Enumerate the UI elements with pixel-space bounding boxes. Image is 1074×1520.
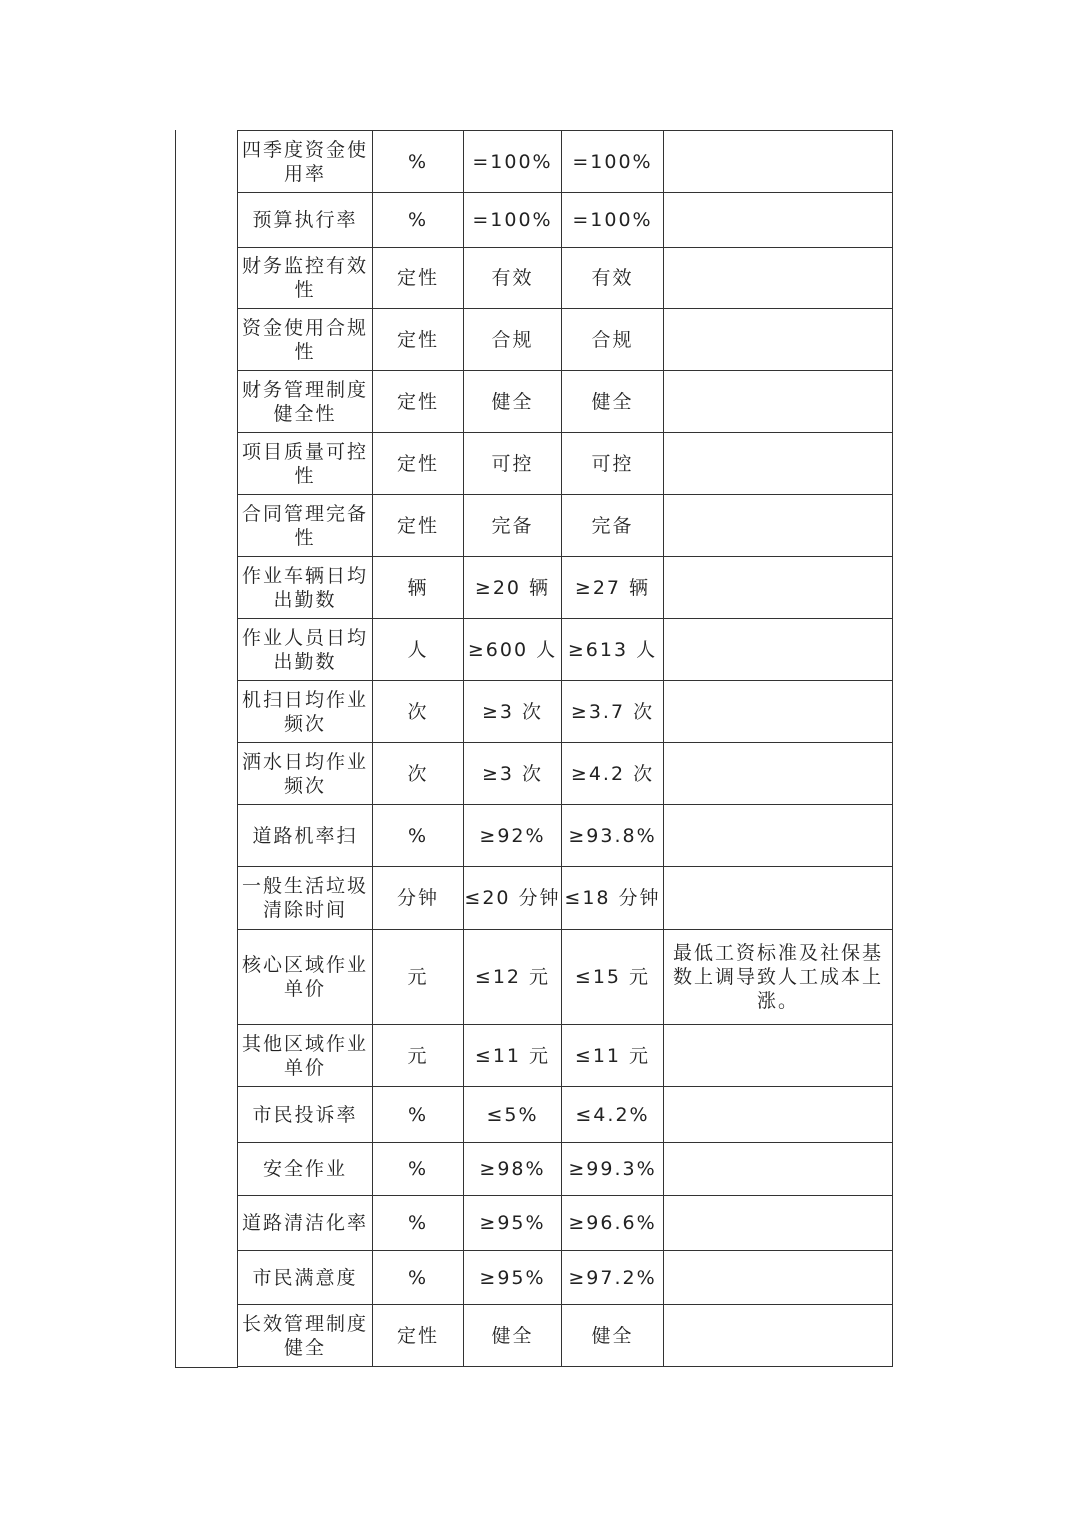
- indicator-note: [664, 557, 893, 619]
- indicator-unit: 定性: [373, 433, 464, 495]
- indicator-unit: %: [373, 1087, 464, 1143]
- indicator-actual: ≥27 辆: [562, 557, 664, 619]
- indicator-target: ≥95%: [464, 1196, 562, 1251]
- indicator-target: 可控: [464, 433, 562, 495]
- indicator-unit: 定性: [373, 248, 464, 309]
- indicator-unit: 定性: [373, 371, 464, 433]
- indicator-target: ≥95%: [464, 1251, 562, 1305]
- indicator-actual: ≥97.2%: [562, 1251, 664, 1305]
- indicator-target: ≥20 辆: [464, 557, 562, 619]
- indicator-note: [664, 1087, 893, 1143]
- table-row: [238, 805, 893, 867]
- indicator-unit: 人: [373, 619, 464, 681]
- table-row: [238, 193, 893, 248]
- indicator-target: =100%: [464, 131, 562, 193]
- indicator-note: [664, 1305, 893, 1367]
- indicator-note: [664, 1196, 893, 1251]
- indicator-target: ≥92%: [464, 805, 562, 867]
- indicator-name: 安全作业: [238, 1143, 373, 1196]
- indicator-name: 一般生活垃圾清除时间: [238, 867, 373, 930]
- indicator-name: 项目质量可控性: [238, 433, 373, 495]
- indicator-unit: 次: [373, 743, 464, 805]
- indicator-name: 作业车辆日均出勤数: [238, 557, 373, 619]
- indicator-name: 资金使用合规性: [238, 309, 373, 371]
- indicator-unit: %: [373, 1251, 464, 1305]
- performance-indicator-table: [237, 130, 893, 1367]
- indicator-actual: ≤4.2%: [562, 1087, 664, 1143]
- table-row: [238, 131, 893, 193]
- indicator-note: [664, 619, 893, 681]
- indicator-unit: 定性: [373, 309, 464, 371]
- table-row: [238, 1305, 893, 1367]
- indicator-unit: 分钟: [373, 867, 464, 930]
- indicator-name: 作业人员日均出勤数: [238, 619, 373, 681]
- indicator-unit: %: [373, 1196, 464, 1251]
- indicator-target: ≥600 人: [464, 619, 562, 681]
- indicator-target: 完备: [464, 495, 562, 557]
- table-row: [238, 1143, 893, 1196]
- table-row: [238, 495, 893, 557]
- table-row: [238, 371, 893, 433]
- indicator-actual: =100%: [562, 131, 664, 193]
- indicator-name: 预算执行率: [238, 193, 373, 248]
- indicator-target: ≤20 分钟: [464, 867, 562, 930]
- indicator-actual: 健全: [562, 1305, 664, 1367]
- indicator-note: [664, 248, 893, 309]
- indicator-note: [664, 131, 893, 193]
- table-row: [238, 1025, 893, 1087]
- indicator-unit: 定性: [373, 495, 464, 557]
- indicator-name: 长效管理制度健全: [238, 1305, 373, 1367]
- indicator-target: ≥3 次: [464, 681, 562, 743]
- table-row: [238, 433, 893, 495]
- indicator-note: [664, 681, 893, 743]
- indicator-target: 合规: [464, 309, 562, 371]
- indicator-actual: ≥613 人: [562, 619, 664, 681]
- indicator-note: [664, 1251, 893, 1305]
- indicator-note: [664, 743, 893, 805]
- indicator-actual: ≥3.7 次: [562, 681, 664, 743]
- indicator-unit: %: [373, 805, 464, 867]
- indicator-unit: 定性: [373, 1305, 464, 1367]
- indicator-unit: %: [373, 1143, 464, 1196]
- indicator-unit: 辆: [373, 557, 464, 619]
- indicator-actual: 有效: [562, 248, 664, 309]
- indicator-target: =100%: [464, 193, 562, 248]
- indicator-unit: %: [373, 193, 464, 248]
- indicator-target: ≤12 元: [464, 930, 562, 1025]
- indicator-name: 财务监控有效性: [238, 248, 373, 309]
- indicator-actual: ≥96.6%: [562, 1196, 664, 1251]
- indicator-actual: ≥93.8%: [562, 805, 664, 867]
- indicator-name: 四季度资金使用率: [238, 131, 373, 193]
- indicator-actual: =100%: [562, 193, 664, 248]
- indicator-unit: %: [373, 131, 464, 193]
- indicator-unit: 元: [373, 930, 464, 1025]
- indicator-actual: 可控: [562, 433, 664, 495]
- indicator-name: 道路清洁化率: [238, 1196, 373, 1251]
- table-row: [238, 619, 893, 681]
- table-outer-left-border: [175, 130, 176, 1368]
- indicator-unit: 元: [373, 1025, 464, 1087]
- table-row: [238, 867, 893, 930]
- indicator-name: 核心区域作业单价: [238, 930, 373, 1025]
- indicator-note: 最低工资标准及社保基数上调导致人工成本上涨。: [664, 930, 893, 1025]
- indicator-actual: ≥4.2 次: [562, 743, 664, 805]
- indicator-actual: 完备: [562, 495, 664, 557]
- table-row: [238, 743, 893, 805]
- indicator-name: 市民满意度: [238, 1251, 373, 1305]
- table-row: [238, 1251, 893, 1305]
- indicator-note: [664, 1025, 893, 1087]
- table-bottom-left-border: [175, 1367, 238, 1368]
- indicator-note: [664, 495, 893, 557]
- indicator-note: [664, 1143, 893, 1196]
- table-row: [238, 681, 893, 743]
- table-row: [238, 1196, 893, 1251]
- indicator-note: [664, 433, 893, 495]
- indicator-name: 合同管理完备性: [238, 495, 373, 557]
- indicator-target: ≥3 次: [464, 743, 562, 805]
- indicator-note: [664, 371, 893, 433]
- indicator-actual: ≤11 元: [562, 1025, 664, 1087]
- table-row: [238, 248, 893, 309]
- table-row: [238, 1087, 893, 1143]
- indicator-target: ≤11 元: [464, 1025, 562, 1087]
- table-row: [238, 557, 893, 619]
- table-row: [238, 309, 893, 371]
- indicator-name: 市民投诉率: [238, 1087, 373, 1143]
- indicator-unit: 次: [373, 681, 464, 743]
- indicator-note: [664, 805, 893, 867]
- indicator-target: 健全: [464, 371, 562, 433]
- indicator-name: 机扫日均作业频次: [238, 681, 373, 743]
- indicator-name: 洒水日均作业频次: [238, 743, 373, 805]
- indicator-target: ≥98%: [464, 1143, 562, 1196]
- indicator-name: 其他区域作业单价: [238, 1025, 373, 1087]
- indicator-actual: ≤18 分钟: [562, 867, 664, 930]
- indicator-note: [664, 193, 893, 248]
- indicator-note: [664, 309, 893, 371]
- indicator-target: 健全: [464, 1305, 562, 1367]
- indicator-target: ≤5%: [464, 1087, 562, 1143]
- indicator-actual: ≥99.3%: [562, 1143, 664, 1196]
- indicator-target: 有效: [464, 248, 562, 309]
- indicator-actual: ≤15 元: [562, 930, 664, 1025]
- indicator-name: 道路机率扫: [238, 805, 373, 867]
- table-row: [238, 930, 893, 1025]
- indicator-name: 财务管理制度健全性: [238, 371, 373, 433]
- indicator-actual: 健全: [562, 371, 664, 433]
- indicator-note: [664, 867, 893, 930]
- indicator-actual: 合规: [562, 309, 664, 371]
